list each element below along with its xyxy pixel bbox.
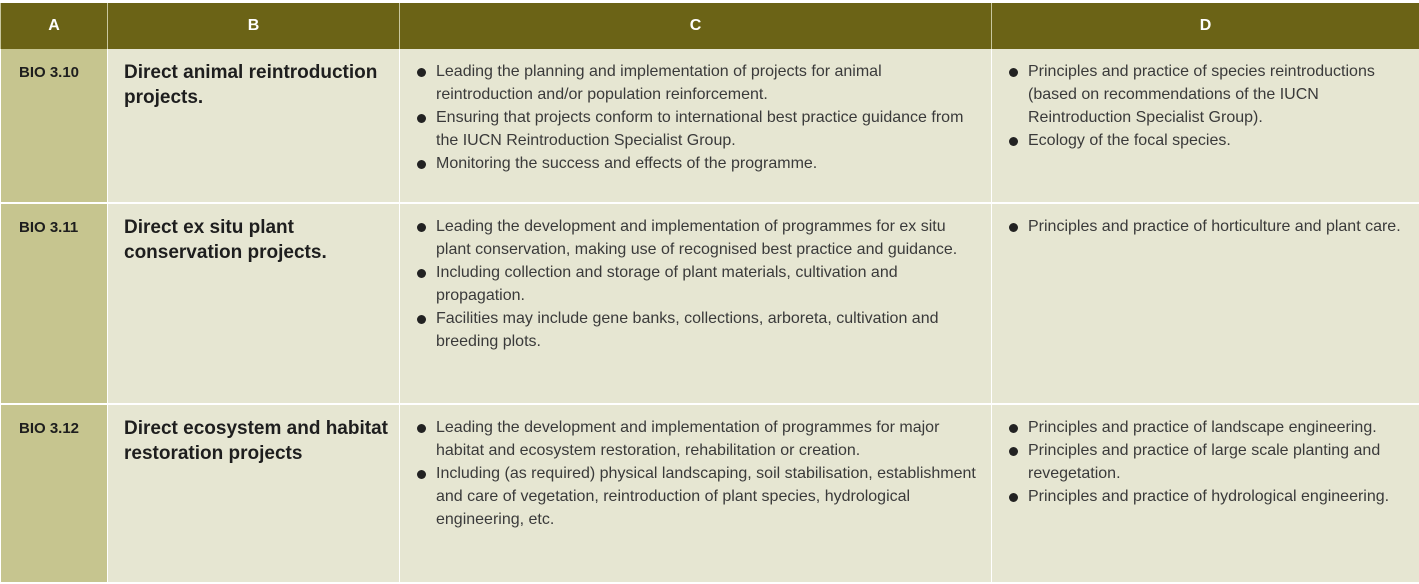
- row-knowledge-cell: [992, 203, 1419, 404]
- bullet-icon: [417, 223, 426, 232]
- list-item: [414, 106, 981, 152]
- row-title: Direct ecosystem and habitat restoration projects: [108, 404, 400, 583]
- list-item: [1006, 485, 1409, 508]
- bullet-icon: [417, 424, 426, 433]
- list-item-text: Including (as required) physical landscaping, soil stabilisation, establishment and care of vegetation, reintroduction of plant species, hydrological engineering, etc.: [436, 465, 976, 528]
- bullet-icon: [1009, 424, 1018, 433]
- bullet-icon: [417, 68, 426, 77]
- bullet-icon: [1009, 137, 1018, 146]
- table-header: [1, 2, 1419, 50]
- row-activities-cell: [400, 203, 992, 404]
- list-item-text: Principles and practice of large scale planting and revegetation.: [1028, 442, 1380, 482]
- list-item: [414, 215, 981, 261]
- list-item: [1006, 215, 1409, 238]
- list-item: [414, 261, 981, 307]
- table-row: [1, 49, 1419, 203]
- bullet-icon: [1009, 493, 1018, 502]
- activities-list: [414, 60, 981, 175]
- row-code: BIO 3.12: [1, 404, 108, 583]
- list-item: [414, 307, 981, 353]
- table-body: [1, 49, 1419, 583]
- row-activities-cell: [400, 49, 992, 203]
- list-item-text: Principles and practice of horticulture and plant care.: [1028, 218, 1401, 235]
- list-item: [414, 60, 981, 106]
- row-knowledge-cell: [992, 49, 1419, 203]
- list-item-text: Monitoring the success and effects of the programme.: [436, 155, 817, 172]
- list-item-text: Ecology of the focal species.: [1028, 132, 1231, 149]
- table-row: [1, 404, 1419, 583]
- table-row: [1, 203, 1419, 404]
- knowledge-list: [1006, 60, 1409, 152]
- row-title: Direct animal reintroduction projects.: [108, 49, 400, 203]
- list-item: [1006, 439, 1409, 485]
- list-item: [1006, 416, 1409, 439]
- list-item-text: Facilities may include gene banks, collections, arboreta, cultivation and breeding plots.: [436, 310, 939, 350]
- list-item-text: Principles and practice of hydrological engineering.: [1028, 488, 1389, 505]
- row-activities-cell: [400, 404, 992, 583]
- list-item: [414, 416, 981, 462]
- header-col-d: D: [992, 2, 1419, 50]
- header-col-a: A: [1, 2, 108, 50]
- list-item: [414, 462, 981, 531]
- knowledge-list: [1006, 416, 1409, 508]
- header-col-b: B: [108, 2, 400, 50]
- knowledge-list: [1006, 215, 1409, 238]
- header-col-c: C: [400, 2, 992, 50]
- row-code: BIO 3.10: [1, 49, 108, 203]
- list-item: [1006, 60, 1409, 129]
- bullet-icon: [417, 114, 426, 123]
- list-item: [414, 152, 981, 175]
- row-knowledge-cell: [992, 404, 1419, 583]
- bullet-icon: [417, 160, 426, 169]
- bullet-icon: [417, 470, 426, 479]
- row-title: Direct ex situ plant conservation projects.: [108, 203, 400, 404]
- header-row: [1, 2, 1419, 50]
- list-item-text: Principles and practice of species reintroductions (based on recommendations of the IUCN Reintroduction Specialist Group).: [1028, 63, 1375, 126]
- activities-list: [414, 416, 981, 531]
- list-item-text: Leading the planning and implementation of projects for animal reintroduction and/or population reinforcement.: [436, 63, 882, 103]
- bullet-icon: [1009, 447, 1018, 456]
- activities-list: [414, 215, 981, 353]
- row-code: BIO 3.11: [1, 203, 108, 404]
- list-item-text: Including collection and storage of plant materials, cultivation and propagation.: [436, 264, 898, 304]
- bullet-icon: [1009, 223, 1018, 232]
- list-item-text: Leading the development and implementation of programmes for major habitat and ecosystem restoration, rehabilitation or creation.: [436, 419, 939, 459]
- list-item-text: Leading the development and implementation of programmes for ex situ plant conservation, making use of recognised best practice and guidance.: [436, 218, 957, 258]
- list-item: [1006, 129, 1409, 152]
- list-item-text: Ensuring that projects conform to international best practice guidance from the IUCN Reintroduction Specialist Group.: [436, 109, 963, 149]
- bullet-icon: [417, 315, 426, 324]
- bullet-icon: [1009, 68, 1018, 77]
- bullet-icon: [417, 269, 426, 278]
- list-item-text: Principles and practice of landscape engineering.: [1028, 419, 1377, 436]
